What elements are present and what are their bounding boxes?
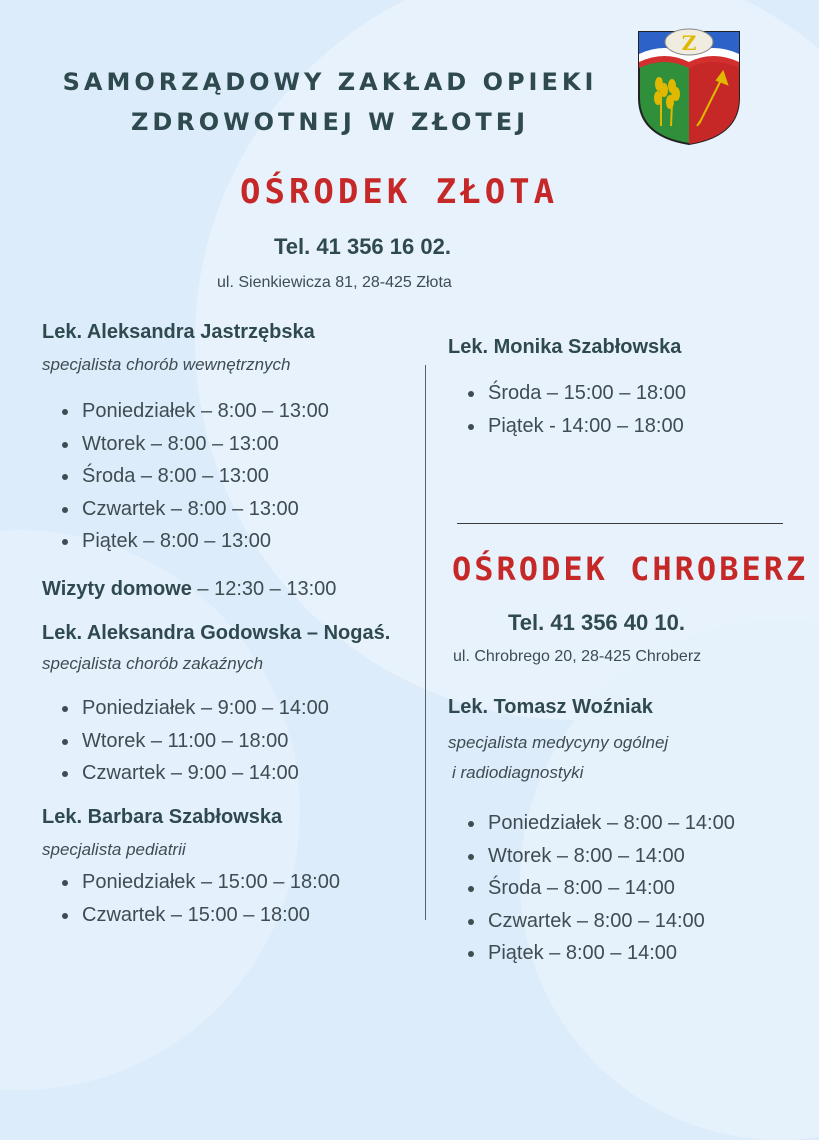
- schedule-barbara-szablowska: [58, 866, 340, 931]
- doctor-name-barbara-szablowska: Lek. Barbara Szabłowska: [42, 806, 283, 828]
- list-item: Piątek - 14:00 – 18:00: [464, 410, 686, 443]
- list-item: Środa – 15:00 – 18:00: [464, 377, 686, 410]
- list-item: Piątek – 8:00 – 14:00: [464, 937, 735, 970]
- list-item: Piątek – 8:00 – 13:00: [58, 525, 329, 558]
- column-divider: [425, 365, 426, 920]
- center-title-chroberz: OŚRODEK CHROBERZ: [452, 550, 809, 588]
- list-item: Wtorek – 11:00 – 18:00: [58, 725, 329, 758]
- coat-of-arms-icon: [635, 28, 743, 146]
- address-zlota: ul. Sienkiewicza 81, 28-425 Złota: [217, 274, 452, 291]
- list-item: Czwartek – 8:00 – 13:00: [58, 493, 329, 526]
- list-item: Wtorek – 8:00 – 14:00: [464, 840, 735, 873]
- list-item: Środa – 8:00 – 14:00: [464, 872, 735, 905]
- list-item: Poniedziałek – 15:00 – 18:00: [58, 866, 340, 899]
- list-item: Poniedziałek – 9:00 – 14:00: [58, 692, 329, 725]
- section-divider: [457, 523, 783, 524]
- doctor-name-monika-szablowska: Lek. Monika Szabłowska: [448, 336, 682, 358]
- list-item: Czwartek – 8:00 – 14:00: [464, 905, 735, 938]
- list-item: Wtorek – 8:00 – 13:00: [58, 428, 329, 461]
- organization-title: [0, 62, 660, 142]
- doctor-name-godowska-nogas: Lek. Aleksandra Godowska – Nogaś.: [42, 622, 391, 644]
- organization-title-line1: SAMORZĄDOWY ZAKŁAD OPIEKI: [62, 68, 598, 96]
- list-item: Środa – 8:00 – 13:00: [58, 460, 329, 493]
- list-item: Poniedziałek – 8:00 – 13:00: [58, 395, 329, 428]
- doctor-specialty-barbara-szablowska: specjalista pediatrii: [42, 840, 186, 859]
- schedule-monika-szablowska: [464, 377, 686, 442]
- doctor-specialty-wozniak-line1: specjalista medycyny ogólnej: [448, 733, 669, 752]
- phone-chroberz: Tel. 41 356 40 10.: [508, 610, 685, 635]
- schedule-jastrzebska: [58, 395, 329, 558]
- phone-zlota: Tel. 41 356 16 02.: [274, 234, 451, 259]
- doctor-specialty-jastrzebska: specjalista chorób wewnętrznych: [42, 355, 291, 374]
- doctor-name-wozniak: Lek. Tomasz Woźniak: [448, 696, 653, 718]
- address-chroberz: ul. Chrobrego 20, 28-425 Chroberz: [453, 648, 702, 665]
- home-visits-time: – 12:30 – 13:00: [191, 578, 337, 600]
- crest-letter: Z: [681, 31, 697, 55]
- home-visits: [42, 578, 336, 601]
- doctor-specialty-godowska-nogas: specjalista chorób zakaźnych: [42, 654, 264, 673]
- doctor-specialty-wozniak-line2: i radiodiagnostyki: [452, 763, 584, 782]
- center-title-zlota: OŚRODEK ZŁOTA: [240, 172, 559, 212]
- doctor-name-jastrzebska: Lek. Aleksandra Jastrzębska: [42, 321, 315, 343]
- schedule-wozniak: [464, 807, 735, 970]
- list-item: Poniedziałek – 8:00 – 14:00: [464, 807, 735, 840]
- organization-title-line2: ZDROWOTNEJ W ZŁOTEJ: [130, 108, 530, 136]
- list-item: Czwartek – 9:00 – 14:00: [58, 757, 329, 790]
- list-item: Czwartek – 15:00 – 18:00: [58, 899, 340, 932]
- home-visits-label: Wizyty domowe: [42, 578, 192, 600]
- schedule-godowska-nogas: [58, 692, 329, 790]
